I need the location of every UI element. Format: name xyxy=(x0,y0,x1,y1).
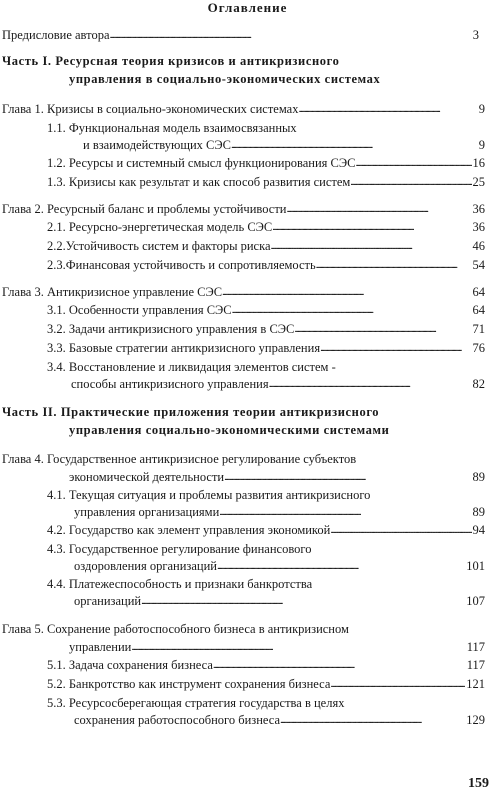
toc-entry-page: 36 xyxy=(472,202,485,216)
page-number: 159 xyxy=(468,776,489,791)
toc-entry-4-4-line1: 4.4. Платежеспособность и признаки банкротства xyxy=(47,577,313,591)
toc-entry-page: 36 xyxy=(472,220,485,234)
toc-entry-label: Глава 1. Кризисы в социально-экономических системах xyxy=(2,102,299,116)
toc-entry-page: 94 xyxy=(472,523,485,537)
toc-entry-1-1-line1: 1.1. Функциональная модель взаимосвязанных xyxy=(47,121,297,135)
toc-entry-2-3[interactable] xyxy=(47,258,485,273)
toc-entry-page: 117 xyxy=(466,658,485,672)
toc-entry-label: 3.2. Задачи антикризисного управления в СЭС xyxy=(47,322,295,336)
toc-entry-label: способы антикризисного управления xyxy=(71,377,269,391)
toc-entry-label: и взаимодействующих СЭС xyxy=(83,138,231,152)
toc-entry-page: 25 xyxy=(472,175,485,189)
toc-entry-page: 129 xyxy=(466,713,485,727)
toc-entry-label: экономической деятельности xyxy=(69,470,225,484)
toc-entry-4-4[interactable] xyxy=(47,594,485,609)
toc-entry-label: 2.2.Устойчивость систем и факторы риска xyxy=(47,239,271,253)
toc-entry-chapter-3[interactable] xyxy=(2,285,485,300)
toc-entry-page: 82 xyxy=(472,377,485,391)
leader-dots xyxy=(110,28,472,43)
toc-entry-4-3[interactable] xyxy=(47,559,485,574)
toc-entry-3-2[interactable] xyxy=(47,322,485,337)
toc-entry-page: 89 xyxy=(472,505,485,519)
toc-entry-label: 5.2. Банкротство как инструмент сохранения бизнеса xyxy=(47,677,331,691)
leader-dots xyxy=(219,505,471,520)
leader-dots xyxy=(213,658,466,673)
toc-entry-5-3-line1: 5.3. Ресурсосберегающая стратегия государства в целях xyxy=(47,696,345,710)
toc-entry-preface[interactable] xyxy=(2,28,479,43)
toc-entry-page: 71 xyxy=(472,322,485,336)
toc-entry-3-3[interactable] xyxy=(47,341,485,356)
leader-dots xyxy=(294,322,471,337)
toc-entry-page: 54 xyxy=(472,258,485,272)
toc-entry-5-3[interactable] xyxy=(47,713,485,728)
toc-entry-label: Глава 2. Ресурсный баланс и проблемы устойчивости xyxy=(2,202,287,216)
leader-dots xyxy=(222,285,471,300)
leader-dots xyxy=(320,341,471,356)
leader-dots xyxy=(287,202,472,217)
toc-entry-label: управлении xyxy=(69,640,132,654)
toc-entry-label: 3.3. Базовые стратегии антикризисного управления xyxy=(47,341,321,355)
leader-dots xyxy=(330,523,471,538)
toc-entry-4-1[interactable] xyxy=(47,505,485,520)
part-1-heading-line1: Часть I. Ресурсная теория кризисов и антикризисного xyxy=(2,54,340,68)
leader-dots xyxy=(298,102,477,117)
toc-entry-page: 101 xyxy=(466,559,485,573)
toc-entry-chapter-1[interactable] xyxy=(2,102,485,117)
toc-entry-chapter-4[interactable] xyxy=(2,470,485,485)
part-2-heading-line2: управления социально-экономическими системами xyxy=(69,423,390,437)
part-1-heading-line2: управления в социально-экономических системах xyxy=(69,72,381,86)
leader-dots xyxy=(232,303,472,318)
leader-dots xyxy=(316,258,472,273)
part-2-heading-line1: Часть II. Практические приложения теории антикризисного xyxy=(2,405,380,419)
toc-entry-label: 2.3.Финансовая устойчивость и сопротивляемость xyxy=(47,258,316,272)
leader-dots xyxy=(224,470,471,485)
leader-dots xyxy=(280,713,465,728)
toc-entry-chapter-5[interactable] xyxy=(2,640,485,655)
toc-entry-label: 3.1. Особенности управления СЭС xyxy=(47,303,232,317)
toc-entry-4-2[interactable] xyxy=(47,523,485,538)
leader-dots xyxy=(269,377,472,392)
toc-entry-label: организаций xyxy=(74,594,142,608)
toc-entry-page: 89 xyxy=(472,470,485,484)
toc-entry-3-4[interactable] xyxy=(47,377,485,392)
toc-entry-label: 5.1. Задача сохранения бизнеса xyxy=(47,658,213,672)
toc-entry-label: 2.1. Ресурсно-энергетическая модель СЭС xyxy=(47,220,273,234)
leader-dots xyxy=(217,559,465,574)
toc-entry-1-3[interactable] xyxy=(47,175,485,190)
toc-entry-label: Предисловие автора xyxy=(2,28,110,42)
leader-dots xyxy=(131,640,465,655)
toc-entry-1-2[interactable] xyxy=(47,156,485,171)
toc-entry-4-1-line1: 4.1. Текущая ситуация и проблемы развития антикризисного xyxy=(47,488,371,502)
leader-dots xyxy=(355,156,471,171)
toc-entry-2-1[interactable] xyxy=(47,220,485,235)
toc-entry-page: 9 xyxy=(478,102,485,116)
toc-entry-3-4-line1: 3.4. Восстановление и ликвидация элементов систем - xyxy=(47,360,336,374)
toc-entry-page: 117 xyxy=(466,640,485,654)
toc-entry-page: 46 xyxy=(472,239,485,253)
toc-entry-label: 1.2. Ресурсы и системный смысл функционирования СЭС xyxy=(47,156,356,170)
leader-dots xyxy=(330,677,465,692)
toc-entry-label: 4.2. Государство как элемент управления экономикой xyxy=(47,523,331,537)
toc-entry-page: 9 xyxy=(478,138,485,152)
toc-entry-label: 1.3. Кризисы как результат и как способ развития систем xyxy=(47,175,351,189)
leader-dots xyxy=(141,594,465,609)
toc-entry-label: управления организациями xyxy=(74,505,220,519)
toc-entry-chapter-5-line1: Глава 5. Сохранение работоспособного бизнеса в антикризисном xyxy=(2,622,349,636)
toc-entry-chapter-2[interactable] xyxy=(2,202,485,217)
toc-entry-page: 107 xyxy=(466,594,485,608)
toc-entry-page: 16 xyxy=(472,156,485,170)
toc-entry-page: 121 xyxy=(466,677,485,691)
toc-entry-page: 64 xyxy=(472,285,485,299)
toc-entry-1-1[interactable] xyxy=(47,138,485,153)
toc-title: Оглавление xyxy=(207,0,288,15)
leader-dots xyxy=(231,138,478,153)
leader-dots xyxy=(350,175,471,190)
toc-entry-page: 3 xyxy=(472,28,479,42)
toc-entry-2-2[interactable] xyxy=(47,239,485,254)
toc-entry-chapter-4-line1: Глава 4. Государственное антикризисное регулирование субъектов xyxy=(2,452,357,466)
leader-dots xyxy=(272,220,471,235)
toc-entry-5-1[interactable] xyxy=(47,658,485,673)
toc-entry-4-3-line1: 4.3. Государственное регулирование финансового xyxy=(47,542,312,556)
toc-entry-label: Глава 3. Антикризисное управление СЭС xyxy=(2,285,223,299)
leader-dots xyxy=(271,239,472,254)
toc-entry-5-2[interactable] xyxy=(47,677,485,692)
toc-entry-page: 76 xyxy=(472,341,485,355)
toc-entry-label: сохранения работоспособного бизнеса xyxy=(74,713,280,727)
toc-entry-label: оздоровления организаций xyxy=(74,559,217,573)
toc-entry-page: 64 xyxy=(472,303,485,317)
toc-entry-3-1[interactable] xyxy=(47,303,485,318)
